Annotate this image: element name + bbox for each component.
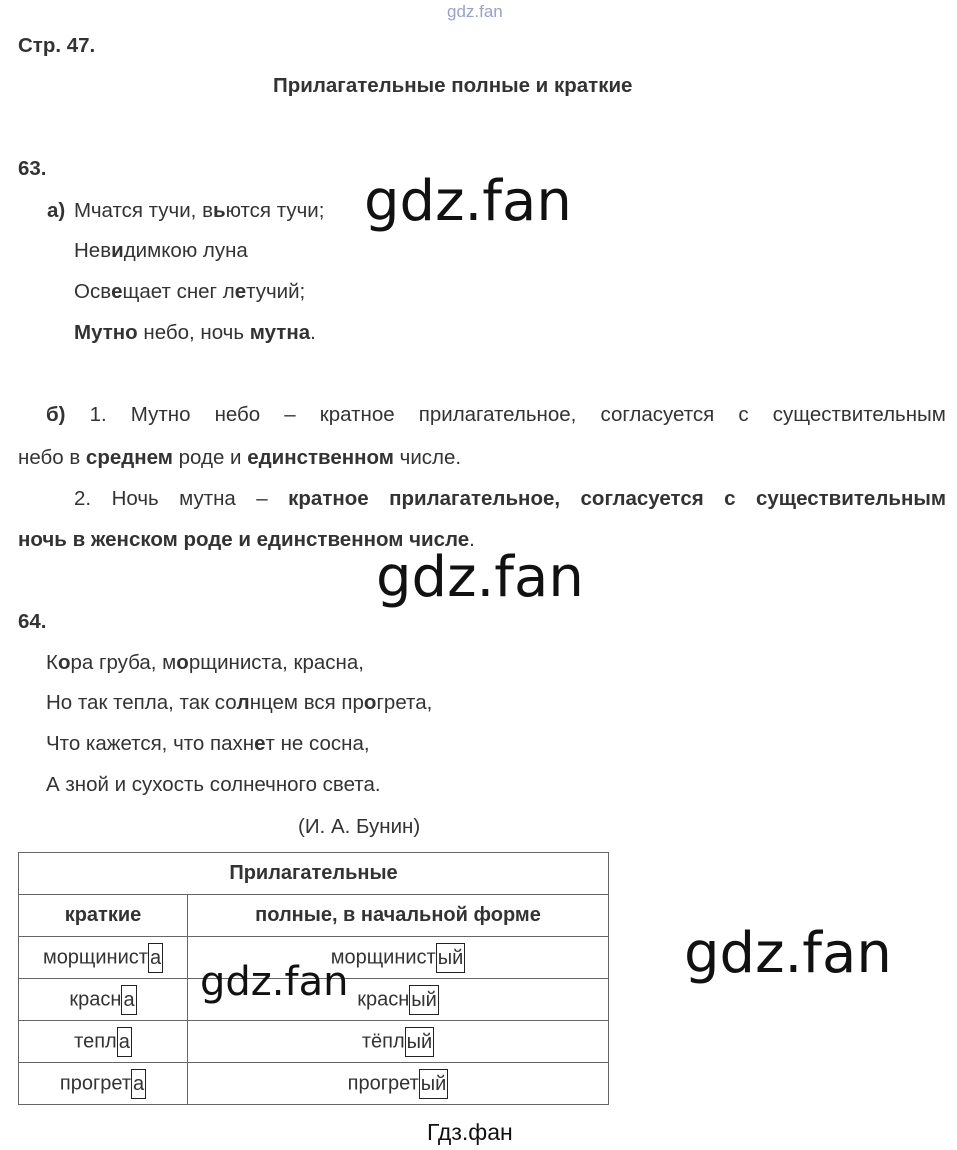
word: существительным (756, 487, 946, 510)
bold-text: ночь в женском роде и единственном числе (18, 528, 470, 551)
word: кратное (319, 403, 395, 426)
poem-line (46, 691, 432, 715)
word: существительным (772, 403, 946, 426)
table-title: Прилагательные (19, 853, 609, 895)
bold-text: е (234, 280, 247, 303)
text: тучий; (246, 280, 306, 303)
word-stem: прогрет (347, 1071, 419, 1094)
table-header-row (19, 895, 609, 937)
ending-box: ый (436, 943, 466, 973)
bold-text: единственном (247, 446, 394, 469)
bold-text: о (363, 691, 377, 714)
full-form-cell (188, 1063, 609, 1105)
text: роде и (172, 446, 248, 469)
bold-text: е (111, 280, 123, 303)
ending-box: а (117, 1027, 132, 1057)
part-a-label: а) (47, 199, 66, 222)
full-form-cell (188, 1021, 609, 1063)
page-reference: Стр. 47. (18, 34, 96, 57)
bold-text: о (176, 651, 189, 674)
watermark: gdz.fan (364, 169, 572, 234)
text: ра груба, м (70, 651, 177, 674)
word-stem: красн (69, 987, 122, 1010)
table-title-row (19, 853, 609, 895)
watermark: gdz.fan (200, 959, 349, 1005)
bold-text: мутна (249, 321, 311, 344)
text: димкою луна (123, 239, 248, 262)
bold-text: е (254, 732, 266, 755)
ending-box: ый (409, 985, 439, 1015)
word: прилагательное, (389, 487, 561, 510)
part-b-label: б) (46, 403, 66, 426)
footer-watermark: Гдз.фан (427, 1119, 513, 1145)
word-stem: морщинист (42, 945, 148, 968)
ending-box: а (131, 1069, 146, 1099)
poem-line (74, 321, 316, 345)
text: Нев (74, 239, 112, 262)
word: Ночь (111, 487, 159, 510)
word: 1. (89, 403, 107, 426)
word: с (724, 487, 736, 510)
word: прилагательное, (418, 403, 577, 426)
short-form-cell (19, 979, 188, 1021)
poem-author: (И. А. Бунин) (298, 815, 421, 838)
watermark: gdz.fan (376, 545, 584, 610)
word-stem: тепл (74, 1029, 117, 1052)
column-header-short: краткие (19, 895, 188, 937)
word: – (256, 487, 268, 510)
bold-text: Мутно (74, 321, 138, 344)
poem-line (74, 239, 248, 263)
poem-line (46, 732, 370, 756)
ending-box: а (148, 943, 163, 973)
bold-text: ь (212, 199, 226, 222)
text: . (469, 528, 475, 551)
text: Что кажется, что пахн (46, 732, 255, 755)
word-stem: тёпл (361, 1029, 405, 1052)
word: – (284, 403, 296, 426)
exercise-63-number: 63. (18, 157, 47, 180)
ending-box: ый (419, 1069, 449, 1099)
word: кратное (288, 487, 369, 510)
text: грета, (376, 691, 433, 714)
text: К (46, 651, 58, 674)
word: с (738, 403, 749, 426)
short-form-cell (19, 1021, 188, 1063)
text: А зной и сухость солнечного света. (46, 773, 381, 796)
text: Мчатся тучи, в (74, 199, 213, 222)
bold-text: и (111, 239, 124, 262)
text: небо в (18, 446, 86, 469)
word: согласуется (600, 403, 715, 426)
text: рщиниста, красна, (188, 651, 364, 674)
ending-box: а (121, 985, 136, 1015)
text: Но так тепла, так со (46, 691, 237, 714)
text: т не сосна, (265, 732, 370, 755)
bold-text: л (236, 691, 250, 714)
short-form-cell (19, 937, 188, 979)
watermark: gdz.fan (684, 921, 892, 986)
word: согласуется (580, 487, 704, 510)
word: мутна (179, 487, 236, 510)
text: ются тучи; (225, 199, 325, 222)
word: небо (214, 403, 261, 426)
text: нцем вся пр (249, 691, 364, 714)
text: . (310, 321, 316, 344)
word-stem: морщинист (330, 945, 436, 968)
text: щает снег л (122, 280, 235, 303)
ending-box: ый (405, 1027, 435, 1057)
word: 2. (74, 487, 92, 510)
answer-b1-line1 (18, 403, 946, 427)
answer-b1-line2 (18, 446, 461, 470)
text: числе. (393, 446, 462, 469)
poem-line (46, 651, 364, 675)
short-form-cell (19, 1063, 188, 1105)
text: Осв (74, 280, 112, 303)
text: небо, ночь (137, 321, 250, 344)
answer-b2-line1 (74, 487, 946, 511)
word-stem: красн (357, 987, 410, 1010)
bold-text: среднем (85, 446, 173, 469)
table-row (19, 1063, 609, 1105)
poem-line (74, 199, 324, 223)
word-stem: прогрет (59, 1071, 131, 1094)
page-title: Прилагательные полные и краткие (273, 74, 633, 97)
column-header-full: полные, в начальной форме (188, 895, 609, 937)
word: Мутно (130, 403, 191, 426)
watermark-top: gdz.fan (447, 2, 503, 21)
table-row (19, 1021, 609, 1063)
poem-line (46, 773, 381, 797)
exercise-64-number: 64. (18, 610, 47, 633)
bold-text: о (57, 651, 71, 674)
poem-line (74, 280, 305, 304)
